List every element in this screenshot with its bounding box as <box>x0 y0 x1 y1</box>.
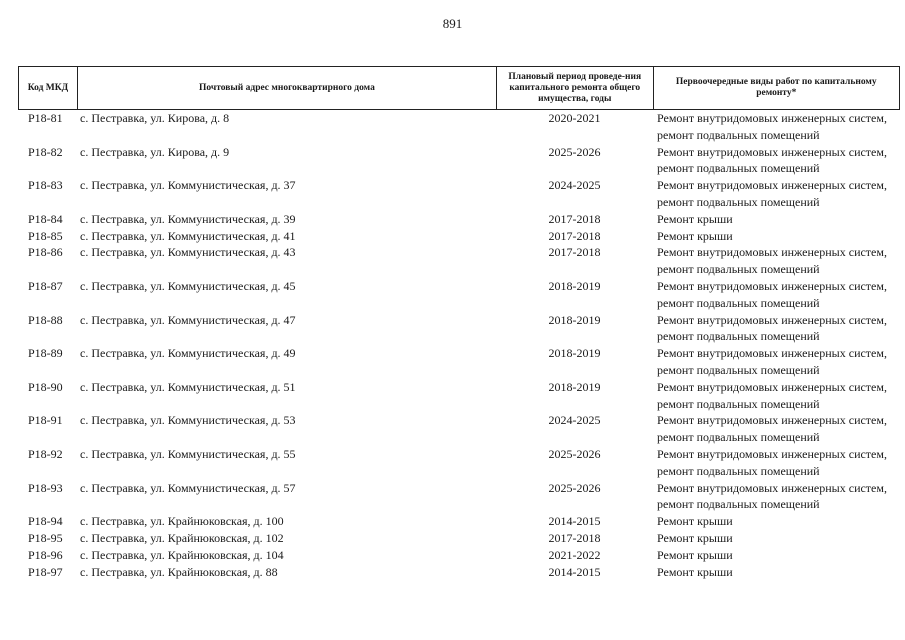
row-address: с. Пестравка, ул. Коммунистическая, д. 37 <box>80 178 296 193</box>
row-code: Р18-84 <box>28 211 63 226</box>
header-period: Плановый период проведе-ния капитального ремонта общего имущества, годы <box>496 67 653 109</box>
row-period: 2017-2018 <box>548 530 601 545</box>
table-body <box>18 110 900 580</box>
header-address: Почтовый адрес многоквартирного дома <box>77 67 496 109</box>
table-row <box>18 446 900 480</box>
row-period: 2025-2026 <box>548 144 601 159</box>
table-row <box>18 177 900 211</box>
row-works <box>653 278 900 312</box>
row-code: Р18-90 <box>28 379 63 394</box>
row-code: Р18-92 <box>28 446 63 461</box>
row-works-line: Ремонт внутридомовых инженерных систем, <box>657 446 887 461</box>
row-works <box>653 379 900 413</box>
table-row <box>18 345 900 379</box>
row-works <box>653 345 900 379</box>
header-works: Первоочередные виды работ по капитальному ремонту* <box>653 67 899 109</box>
row-period: 2018-2019 <box>548 278 601 293</box>
row-works-line: Ремонт внутридомовых инженерных систем, <box>657 178 887 193</box>
row-period: 2025-2026 <box>548 446 601 461</box>
row-address: с. Пестравка, ул. Коммунистическая, д. 39 <box>80 211 296 226</box>
row-works-line: ремонт подвальных помещений <box>657 396 820 411</box>
row-period: 2014-2015 <box>548 514 601 529</box>
row-works <box>653 244 900 278</box>
row-code: Р18-89 <box>28 346 63 361</box>
row-works <box>653 312 900 346</box>
row-code: Р18-88 <box>28 312 63 327</box>
row-code: Р18-91 <box>28 413 63 428</box>
table-row <box>18 379 900 413</box>
row-period: 2024-2025 <box>548 178 601 193</box>
row-code: Р18-95 <box>28 530 63 545</box>
row-works <box>653 547 900 564</box>
row-works-line: ремонт подвальных помещений <box>657 362 820 377</box>
row-works-line: ремонт подвальных помещений <box>657 194 820 209</box>
row-works-line: ремонт подвальных помещений <box>657 295 820 310</box>
row-period: 2018-2019 <box>548 346 601 361</box>
row-code: Р18-81 <box>28 111 63 125</box>
row-period: 2020-2021 <box>548 111 601 125</box>
row-address: с. Пестравка, ул. Крайнюковская, д. 88 <box>80 564 278 579</box>
row-works <box>653 513 900 530</box>
row-address: с. Пестравка, ул. Кирова, д. 8 <box>80 111 230 125</box>
row-period: 2017-2018 <box>548 245 601 260</box>
row-works <box>653 177 900 211</box>
table-header <box>18 66 900 110</box>
table-row <box>18 110 900 144</box>
row-works-line: ремонт подвальных помещений <box>657 329 820 344</box>
row-works-line: ремонт подвальных помещений <box>657 127 820 142</box>
row-works-line: Ремонт внутридомовых инженерных систем, <box>657 480 887 495</box>
row-works-line: Ремонт крыши <box>657 564 733 579</box>
table-row <box>18 228 900 245</box>
page-number: 891 <box>442 16 463 31</box>
row-works-line: Ремонт внутридомовых инженерных систем, <box>657 278 887 293</box>
row-works-line: Ремонт внутридомовых инженерных систем, <box>657 413 887 428</box>
row-period: 2025-2026 <box>548 480 601 495</box>
row-period: 2014-2015 <box>548 564 601 579</box>
table-row <box>18 530 900 547</box>
row-period: 2021-2022 <box>548 547 601 562</box>
row-code: Р18-86 <box>28 245 63 260</box>
table-row <box>18 513 900 530</box>
row-address: с. Пестравка, ул. Коммунистическая, д. 47 <box>80 312 296 327</box>
row-works-line: Ремонт крыши <box>657 530 733 545</box>
row-works-line: ремонт подвальных помещений <box>657 161 820 176</box>
table-row <box>18 312 900 346</box>
row-address: с. Пестравка, ул. Коммунистическая, д. 45 <box>80 278 296 293</box>
row-address: с. Пестравка, ул. Коммунистическая, д. 53 <box>80 413 296 428</box>
row-works-line: ремонт подвальных помещений <box>657 262 820 277</box>
row-works-line: Ремонт внутридомовых инженерных систем, <box>657 312 887 327</box>
row-works-line: ремонт подвальных помещений <box>657 497 820 512</box>
row-period: 2017-2018 <box>548 211 601 226</box>
row-works <box>653 412 900 446</box>
row-works <box>653 530 900 547</box>
header-code: Код МКД <box>27 82 69 93</box>
row-works-line: Ремонт внутридомовых инженерных систем, <box>657 245 887 260</box>
row-works <box>653 564 900 581</box>
row-works <box>653 110 900 144</box>
row-address: с. Пестравка, ул. Коммунистическая, д. 49 <box>80 346 296 361</box>
row-code: Р18-96 <box>28 547 63 562</box>
row-works <box>653 446 900 480</box>
row-code: Р18-82 <box>28 144 63 159</box>
table-row <box>18 564 900 581</box>
row-address: с. Пестравка, ул. Коммунистическая, д. 57 <box>80 480 296 495</box>
row-code: Р18-93 <box>28 480 63 495</box>
table-row <box>18 278 900 312</box>
table-row <box>18 547 900 564</box>
row-works <box>653 211 900 228</box>
row-works-line: Ремонт крыши <box>657 547 733 562</box>
row-period: 2017-2018 <box>548 228 601 243</box>
row-address: с. Пестравка, ул. Коммунистическая, д. 41 <box>80 228 296 243</box>
row-works-line: Ремонт крыши <box>657 514 733 529</box>
row-address: с. Пестравка, ул. Кирова, д. 9 <box>80 144 230 159</box>
row-works-line: Ремонт крыши <box>657 211 733 226</box>
row-code: Р18-97 <box>28 564 63 579</box>
row-works-line: Ремонт внутридомовых инженерных систем, <box>657 379 887 394</box>
row-period: 2018-2019 <box>548 379 601 394</box>
row-address: с. Пестравка, ул. Коммунистическая, д. 43 <box>80 245 296 260</box>
table-row <box>18 412 900 446</box>
row-address: с. Пестравка, ул. Крайнюковская, д. 102 <box>80 530 284 545</box>
row-address: с. Пестравка, ул. Коммунистическая, д. 55 <box>80 446 296 461</box>
row-works-line: Ремонт внутридомовых инженерных систем, <box>657 111 887 125</box>
row-works <box>653 228 900 245</box>
row-works-line: Ремонт внутридомовых инженерных систем, <box>657 144 887 159</box>
table-row <box>18 244 900 278</box>
row-works-line: ремонт подвальных помещений <box>657 430 820 445</box>
row-code: Р18-87 <box>28 278 63 293</box>
row-code: Р18-85 <box>28 228 63 243</box>
row-address: с. Пестравка, ул. Крайнюковская, д. 100 <box>80 514 284 529</box>
row-code: Р18-83 <box>28 178 63 193</box>
row-code: Р18-94 <box>28 514 63 529</box>
row-address: с. Пестравка, ул. Коммунистическая, д. 51 <box>80 379 296 394</box>
row-period: 2018-2019 <box>548 312 601 327</box>
table-row <box>18 144 900 178</box>
row-works-line: Ремонт крыши <box>657 228 733 243</box>
row-works-line: ремонт подвальных помещений <box>657 463 820 478</box>
row-works <box>653 480 900 514</box>
row-address: с. Пестравка, ул. Крайнюковская, д. 104 <box>80 547 284 562</box>
row-works <box>653 144 900 178</box>
table-row <box>18 211 900 228</box>
table-row <box>18 480 900 514</box>
row-period: 2024-2025 <box>548 413 601 428</box>
row-works-line: Ремонт внутридомовых инженерных систем, <box>657 346 887 361</box>
repair-schedule-table <box>18 66 900 580</box>
